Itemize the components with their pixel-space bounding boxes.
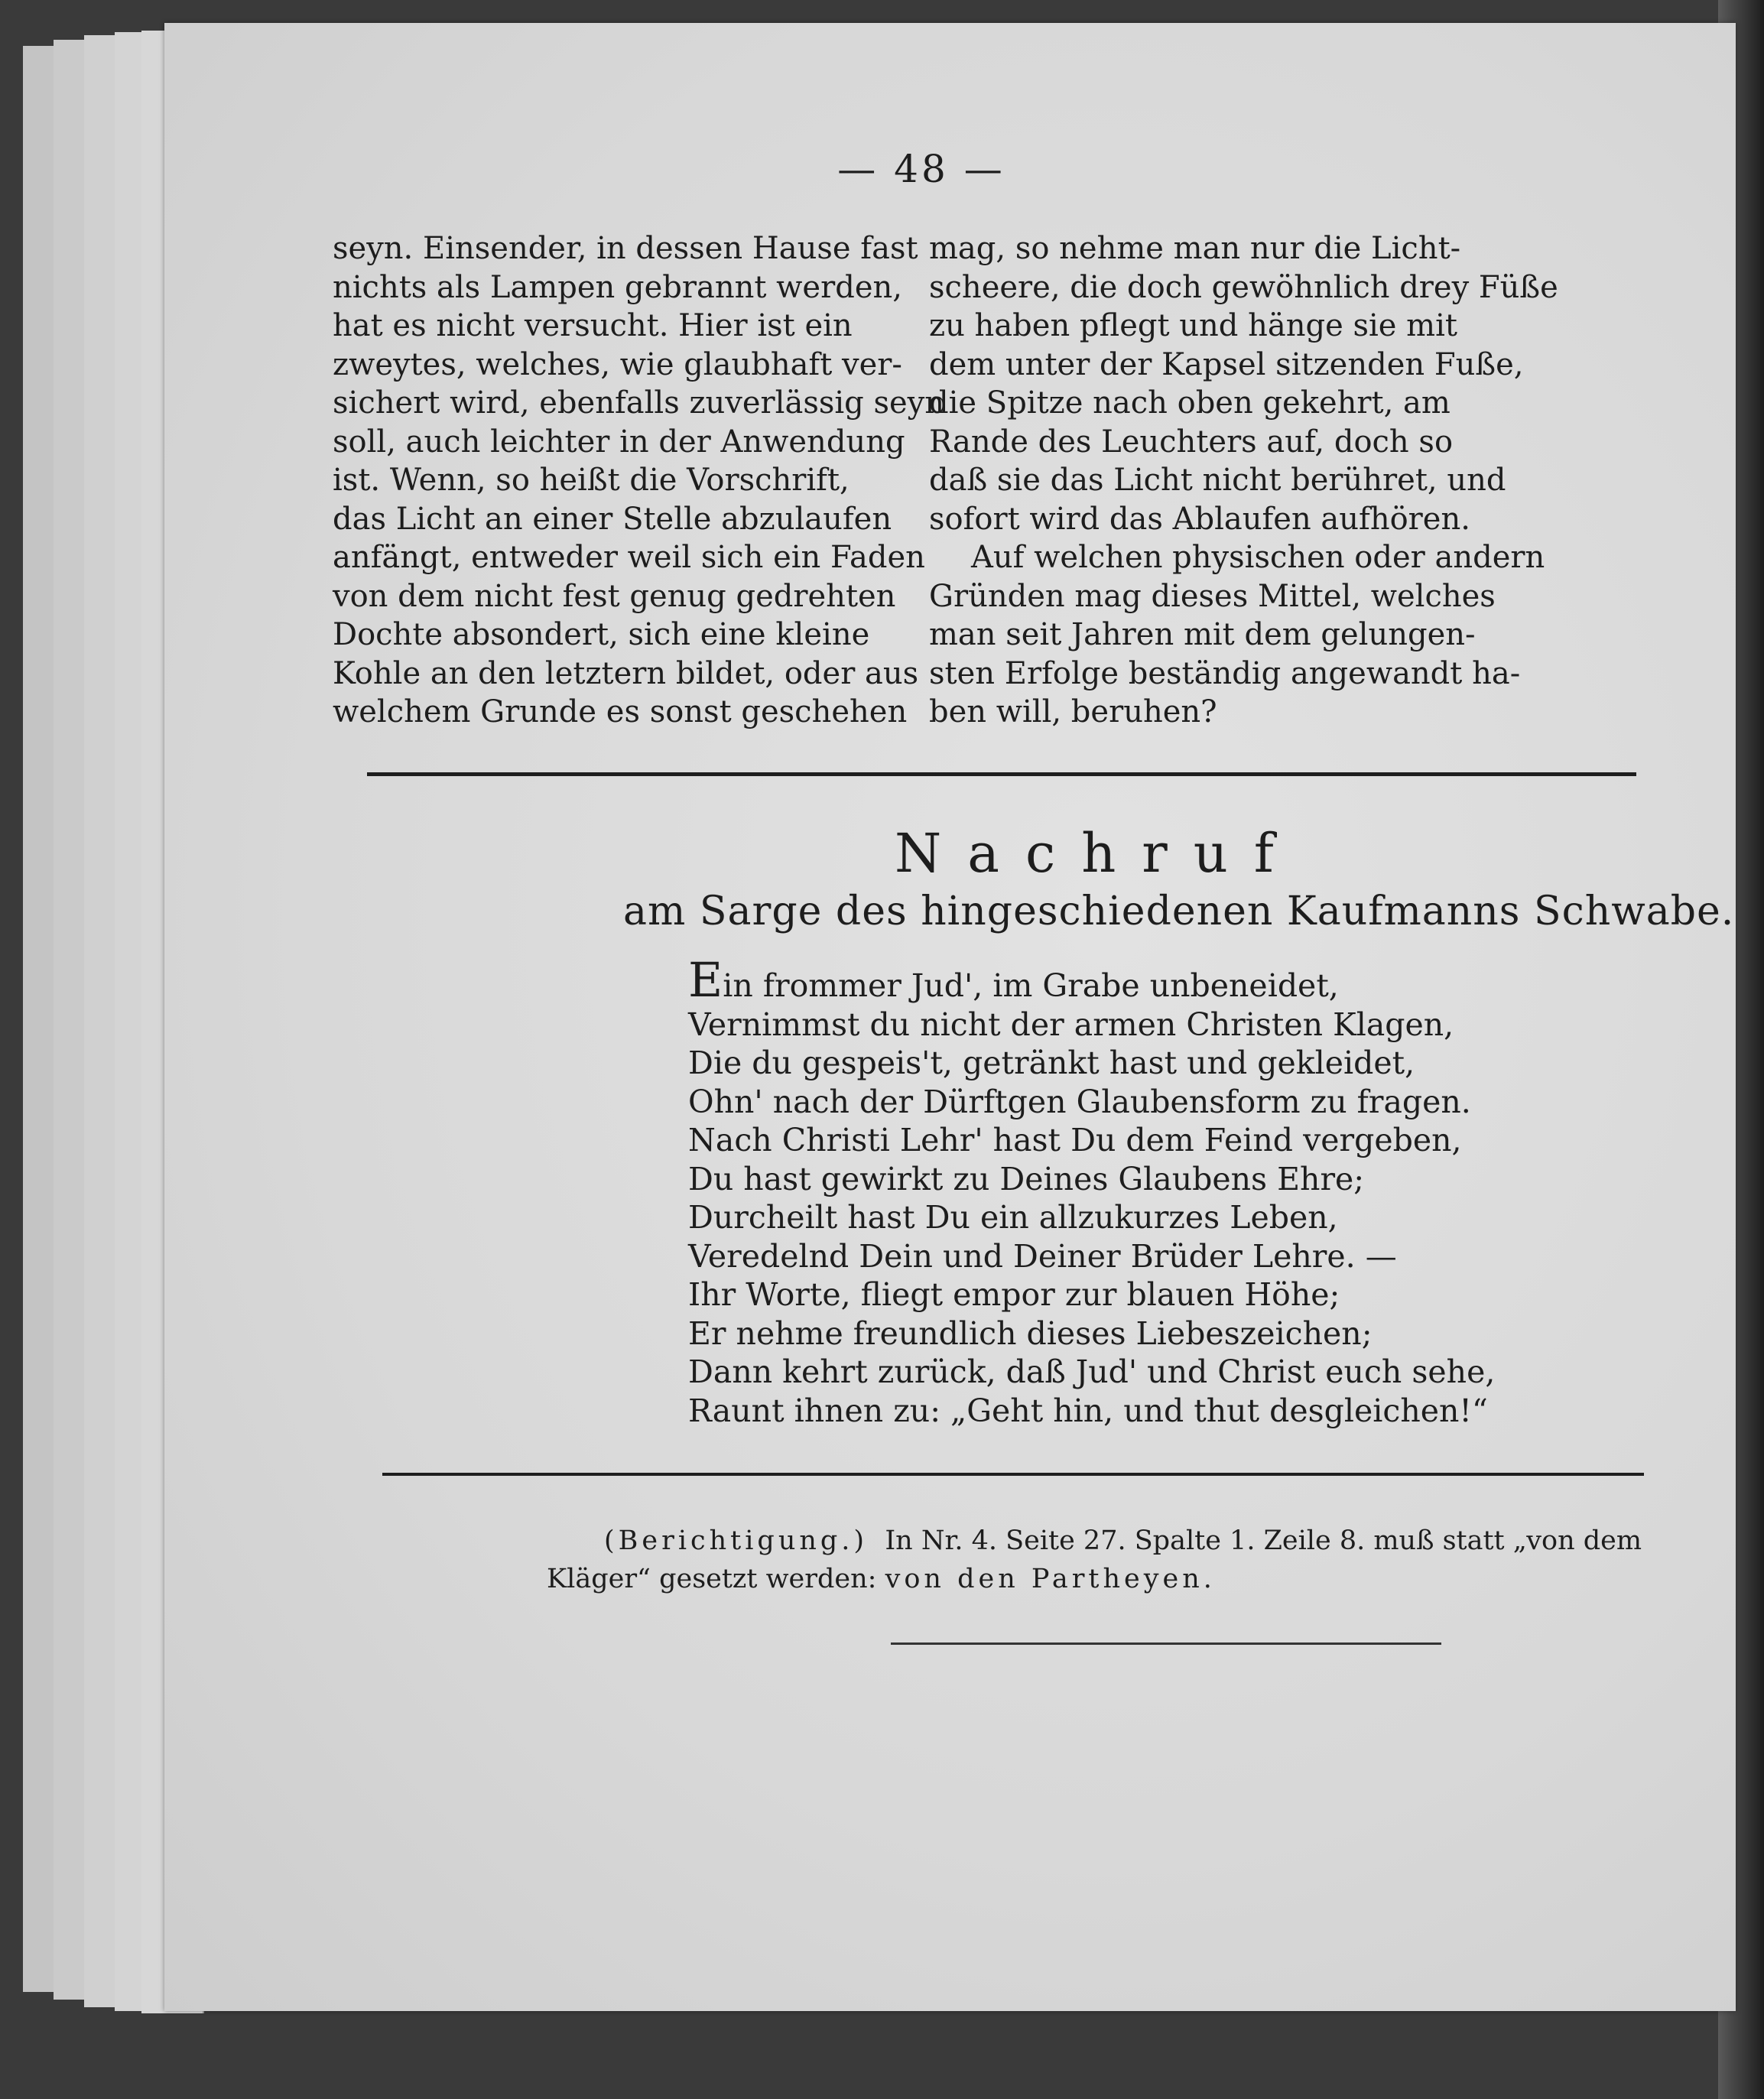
correction-line: [547, 1560, 1642, 1598]
correction-note: [547, 1522, 1642, 1598]
text-line: nichts als Lampen gebrannt werden,: [333, 269, 902, 305]
closing-rule: [891, 1642, 1441, 1645]
text-line: hat es nicht versucht. Hier ist ein: [333, 308, 853, 343]
text-line: sten Erfolge beständig angewandt ha-: [929, 655, 1521, 691]
text-line: anfängt, entweder weil sich ein Faden: [333, 540, 925, 575]
text-line: zu haben pflegt und hänge sie mit: [929, 308, 1457, 343]
text-line: von dem nicht fest genug gedrehten: [333, 578, 896, 614]
text-line: man seit Jahren mit dem gelungen-: [929, 617, 1476, 652]
text-line: die Spitze nach oben gekehrt, am: [929, 385, 1451, 421]
page-number: — 48 —: [837, 147, 1005, 191]
text-line: ben will, beruhen?: [929, 694, 1217, 729]
text-line: ist. Wenn, so heißt die Vorschrift,: [333, 463, 850, 498]
poem-line: Vernimmst du nicht der armen Christen Klagen,: [688, 1006, 1454, 1043]
correction-text: Kläger“ gesetzt werden:: [547, 1564, 877, 1594]
poem-line: Ohn' nach der Dürftgen Glaubensform zu fragen.: [688, 1083, 1471, 1120]
poem-line: Er nehme freundlich dieses Liebeszeichen;: [688, 1314, 1373, 1352]
text-line: scheere, die doch gewöhnlich drey Füße: [929, 269, 1558, 305]
poem-line: Durcheilt hast Du ein allzukurzes Leben,: [688, 1199, 1338, 1236]
text-line: welchem Grunde es sonst geschehen: [333, 694, 908, 729]
correction-emphasis: von den Partheyen.: [885, 1564, 1216, 1594]
text-line: sichert wird, ebenfalls zuverlässig seyn: [333, 385, 945, 421]
text-line: zweytes, welches, wie glaubhaft ver-: [333, 346, 902, 382]
poem-line: Die du gespeis't, getränkt hast und gekleidet,: [688, 1045, 1415, 1081]
correction-label: (Berichtigung.): [604, 1526, 869, 1556]
text-line: Rande des Leuchters auf, doch so: [929, 424, 1454, 460]
text-line: soll, auch leichter in der Anwendung: [333, 424, 905, 460]
right-column: [929, 229, 1663, 732]
text-line: seyn. Einsender, in dessen Hause fast: [333, 231, 918, 266]
drop-cap: E: [688, 952, 723, 1008]
text-line: sofort wird das Ablaufen aufhören.: [929, 501, 1470, 537]
poem-line: Du hast gewirkt zu Deines Glaubens Ehre;: [688, 1160, 1365, 1197]
nachruf-title: Nachruf: [895, 822, 1300, 885]
poem-line: Ihr Worte, fliegt empor zur blauen Höhe;: [688, 1276, 1340, 1313]
poem-line: Dann kehrt zurück, daß Jud' und Christ euch sehe,: [688, 1353, 1496, 1390]
correction-text: In Nr. 4. Seite 27. Spalte 1. Zeile 8. muß statt „von dem: [885, 1526, 1642, 1556]
section-divider: [367, 772, 1636, 776]
text-line: das Licht an einer Stelle abzulaufen: [333, 501, 892, 537]
section-divider: [382, 1473, 1644, 1476]
nachruf-subtitle: am Sarge des hingeschiedenen Kaufmanns Schwabe.: [623, 889, 1735, 934]
poem-line-text: in frommer Jud', im Grabe unbeneidet,: [723, 967, 1339, 1004]
text-line: dem unter der Kapsel sitzenden Fuße,: [929, 346, 1524, 382]
text-line: Dochte absondert, sich eine kleine: [333, 617, 870, 652]
poem: [688, 952, 1496, 1430]
correction-line: [604, 1522, 1642, 1560]
text-line: mag, so nehme man nur die Licht-: [929, 231, 1461, 266]
poem-line: Raunt ihnen zu: „Geht hin, und thut desgleichen!“: [688, 1392, 1488, 1429]
poem-line: Veredelnd Dein und Deiner Brüder Lehre. —: [688, 1237, 1397, 1275]
text-line: Auf welchen physischen oder andern: [971, 540, 1545, 575]
poem-line: [688, 952, 1495, 1008]
poem-line: Nach Christi Lehr' hast Du dem Feind vergeben,: [688, 1122, 1462, 1158]
text-line: Gründen mag dieses Mittel, welches: [929, 578, 1496, 614]
text-line: daß sie das Licht nicht berühret, und: [929, 463, 1506, 498]
text-line: Kohle an den letztern bildet, oder aus: [333, 655, 919, 691]
